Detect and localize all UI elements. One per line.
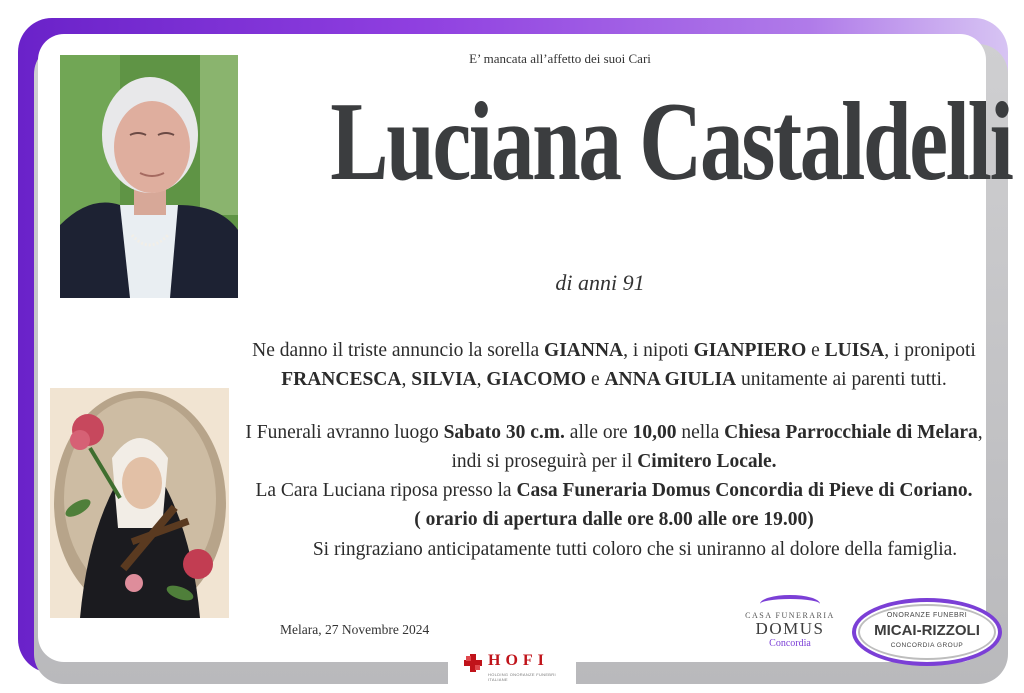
- bold-text: GIANNA: [544, 340, 624, 361]
- hofi-mark-icon: [464, 654, 482, 672]
- bold-text: FRANCESCA: [281, 369, 402, 390]
- bold-text: SILVIA: [411, 369, 477, 390]
- age-text: di anni 91: [555, 270, 645, 295]
- intro-text: E’ mancata all’affetto dei suoi Cari: [469, 51, 651, 66]
- bold-text: Sabato 30 c.m.: [443, 422, 565, 443]
- bold-text: 10,00: [632, 422, 677, 443]
- bold-text: ANNA GIULIA: [604, 369, 737, 390]
- hofi-wordmark: HOFI: [488, 652, 549, 669]
- domus-logo-line3: Concordia: [769, 638, 811, 649]
- micai-rizzoli-logo: [852, 598, 1006, 670]
- micai-logo-line3: CONCORDIA GROUP: [890, 642, 964, 649]
- bold-text: Chiesa Parrocchiale di Melara: [724, 422, 978, 443]
- domus-logo-line2: DOMUS: [755, 619, 825, 638]
- micai-logo-line1: ONORANZE FUNEBRI: [886, 612, 968, 619]
- announcement-paragraph: Ne danno il triste annuncio la sorella GIANNA, i nipoti GIANPIERO e LUISA, i pronipoti FRANCESCA, SILVIA, GIACOMO e ANNA GIULIA unitamente ai parenti tutti.: [252, 340, 976, 390]
- domus-logo-line1: CASA FUNERARIA: [745, 611, 835, 620]
- bold-text: Casa Funeraria Domus Concordia di Pieve di Coriano.: [516, 480, 973, 501]
- deceased-portrait-photo: [60, 55, 238, 298]
- deceased-name: Luciana Castaldelli: [330, 80, 1012, 204]
- bold-text: GIANPIERO: [693, 340, 807, 361]
- saint-devotional-image: [50, 388, 229, 618]
- hofi-logo: [448, 648, 576, 684]
- domus-logo: [740, 595, 840, 649]
- bold-text: ( orario di apertura dalle ore 8.00 alle ore 19.00): [414, 509, 814, 530]
- hofi-subtitle: HOLDING ONORANZE FUNEBRI ITALIANE: [488, 672, 556, 682]
- bold-text: Cimitero Locale.: [637, 451, 777, 472]
- micai-logo-line2: MICAI-RIZZOLI: [874, 622, 980, 639]
- thanks-text: Si ringraziano anticipatamente tutti coloro che si uniranno al dolore della famiglia.: [312, 539, 958, 560]
- bold-text: LUISA: [824, 340, 885, 361]
- bold-text: GIACOMO: [486, 369, 587, 390]
- place-date: Melara, 27 Novembre 2024: [280, 622, 430, 637]
- funeral-details-paragraph: I Funerali avranno luogo Sabato 30 c.m. alle ore 10,00 nella Chiesa Parrocchiale di Melara, indi si proseguirà per il Cimitero Locale. La Cara Luciana riposa presso la Casa Funeraria Domus Concordia di Pieve di Coriano. ( orario di apertura dalle ore 8.00 alle ore 19.00): [245, 422, 983, 530]
